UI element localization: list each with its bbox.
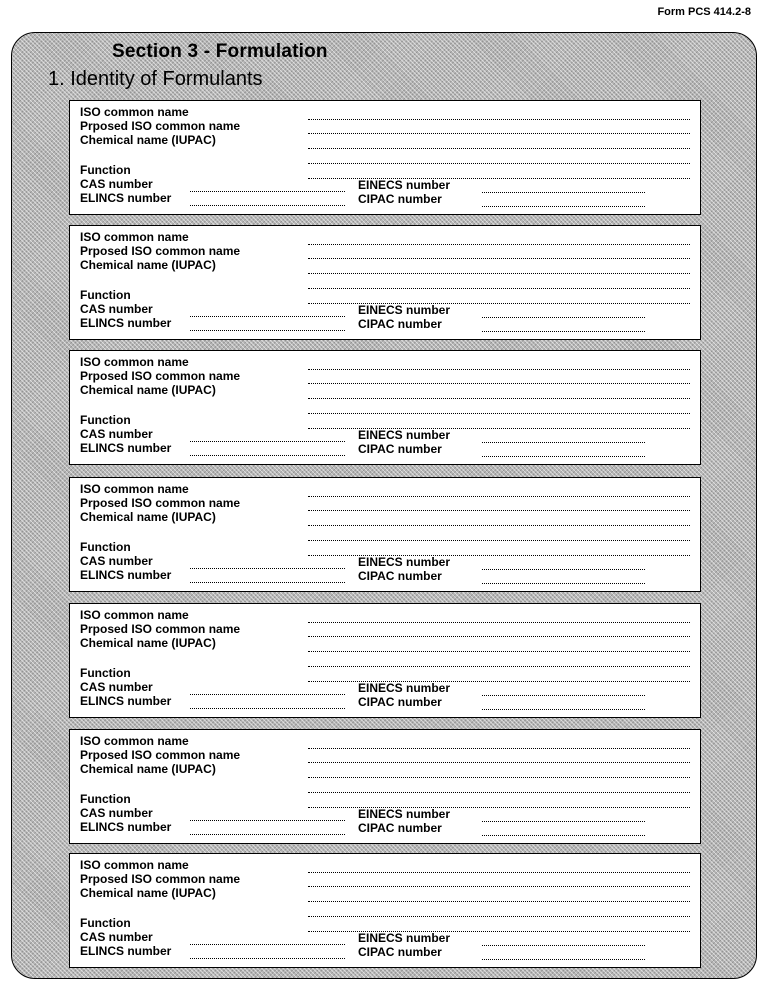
einecs-number-label: EINECS number: [358, 178, 451, 192]
elincs-number-label: ELINCS number: [80, 316, 172, 330]
fill-in-line[interactable]: [308, 510, 690, 511]
fill-in-line[interactable]: [482, 192, 645, 193]
fill-in-line[interactable]: [308, 496, 690, 497]
fill-in-line[interactable]: [482, 959, 645, 960]
subsection-title: 1. Identity of Formulants: [48, 68, 263, 90]
fill-in-line[interactable]: [308, 383, 690, 384]
fill-in-line[interactable]: [308, 807, 690, 808]
fill-in-line[interactable]: [308, 916, 690, 917]
fill-in-line[interactable]: [308, 636, 690, 637]
einecs-number-label: EINECS number: [358, 807, 451, 821]
fill-in-line[interactable]: [308, 681, 690, 682]
fill-in-line[interactable]: [308, 555, 690, 556]
formulant-entry: [69, 603, 701, 718]
elincs-number-label: ELINCS number: [80, 820, 172, 834]
einecs-number-label: EINECS number: [358, 303, 451, 317]
formulant-entry: [69, 477, 701, 592]
cas-number-label: CAS number: [80, 302, 153, 316]
iso-common-name-label: ISO common name: [80, 105, 189, 119]
fill-in-line[interactable]: [308, 398, 690, 399]
fill-in-line[interactable]: [308, 273, 690, 274]
elincs-number-label: ELINCS number: [80, 944, 172, 958]
function-label: Function: [80, 540, 131, 554]
cas-number-label: CAS number: [80, 930, 153, 944]
section-title: Section 3 - Formulation: [112, 41, 328, 62]
fill-in-line[interactable]: [308, 762, 690, 763]
elincs-number-label: ELINCS number: [80, 568, 172, 582]
form-id: Form PCS 414.2-8: [657, 6, 751, 18]
fill-in-line[interactable]: [482, 331, 645, 332]
elincs-number-label: ELINCS number: [80, 191, 172, 205]
fill-in-line[interactable]: [190, 834, 345, 835]
fill-in-line[interactable]: [308, 651, 690, 652]
fill-in-line[interactable]: [482, 945, 645, 946]
elincs-number-label: ELINCS number: [80, 694, 172, 708]
chemical-name-label: Chemical name (IUPAC): [80, 258, 216, 272]
chemical-name-label: Chemical name (IUPAC): [80, 383, 216, 397]
fill-in-line[interactable]: [482, 583, 645, 584]
fill-in-line[interactable]: [308, 258, 690, 259]
proposed-iso-common-name-label: Prposed ISO common name: [80, 622, 241, 636]
iso-common-name-label: ISO common name: [80, 734, 189, 748]
fill-in-line[interactable]: [190, 205, 345, 206]
einecs-number-label: EINECS number: [358, 428, 451, 442]
cipac-number-label: CIPAC number: [358, 569, 442, 583]
fill-in-line[interactable]: [308, 413, 690, 414]
einecs-number-label: EINECS number: [358, 555, 451, 569]
fill-in-line[interactable]: [308, 666, 690, 667]
formulant-entry: [69, 350, 701, 465]
cas-number-label: CAS number: [80, 554, 153, 568]
elincs-number-label: ELINCS number: [80, 441, 172, 455]
fill-in-line[interactable]: [308, 119, 690, 120]
fill-in-line[interactable]: [308, 163, 690, 164]
fill-in-line[interactable]: [190, 441, 345, 442]
cipac-number-label: CIPAC number: [358, 442, 442, 456]
cipac-number-label: CIPAC number: [358, 821, 442, 835]
fill-in-line[interactable]: [190, 958, 345, 959]
formulant-entry: [69, 729, 701, 844]
fill-in-line[interactable]: [308, 540, 690, 541]
fill-in-line[interactable]: [190, 330, 345, 331]
proposed-iso-common-name-label: Prposed ISO common name: [80, 748, 241, 762]
cipac-number-label: CIPAC number: [358, 192, 442, 206]
fill-in-line[interactable]: [482, 821, 645, 822]
fill-in-line[interactable]: [308, 133, 690, 134]
cas-number-label: CAS number: [80, 427, 153, 441]
fill-in-line[interactable]: [308, 901, 690, 902]
fill-in-line[interactable]: [190, 568, 345, 569]
fill-in-line[interactable]: [308, 931, 690, 932]
fill-in-line[interactable]: [308, 777, 690, 778]
cas-number-label: CAS number: [80, 177, 153, 191]
fill-in-line[interactable]: [482, 206, 645, 207]
function-label: Function: [80, 792, 131, 806]
fill-in-line[interactable]: [482, 709, 645, 710]
function-label: Function: [80, 163, 131, 177]
fill-in-line[interactable]: [482, 695, 645, 696]
fill-in-line[interactable]: [308, 872, 690, 873]
proposed-iso-common-name-label: Prposed ISO common name: [80, 496, 241, 510]
einecs-number-label: EINECS number: [358, 931, 451, 945]
function-label: Function: [80, 916, 131, 930]
fill-in-line[interactable]: [308, 792, 690, 793]
fill-in-line[interactable]: [190, 820, 345, 821]
cipac-number-label: CIPAC number: [358, 945, 442, 959]
function-label: Function: [80, 413, 131, 427]
fill-in-line[interactable]: [308, 178, 690, 179]
fill-in-line[interactable]: [308, 622, 690, 623]
fill-in-line[interactable]: [190, 694, 345, 695]
fill-in-line[interactable]: [308, 288, 690, 289]
formulant-entry: [69, 853, 701, 968]
formulant-entry: [69, 225, 701, 340]
fill-in-line[interactable]: [308, 748, 690, 749]
fill-in-line[interactable]: [190, 316, 345, 317]
fill-in-line[interactable]: [190, 708, 345, 709]
fill-in-line[interactable]: [482, 317, 645, 318]
einecs-number-label: EINECS number: [358, 681, 451, 695]
iso-common-name-label: ISO common name: [80, 608, 189, 622]
fill-in-line[interactable]: [308, 244, 690, 245]
chemical-name-label: Chemical name (IUPAC): [80, 133, 216, 147]
proposed-iso-common-name-label: Prposed ISO common name: [80, 872, 241, 886]
fill-in-line[interactable]: [190, 582, 345, 583]
chemical-name-label: Chemical name (IUPAC): [80, 510, 216, 524]
cas-number-label: CAS number: [80, 680, 153, 694]
chemical-name-label: Chemical name (IUPAC): [80, 886, 216, 900]
fill-in-line[interactable]: [482, 442, 645, 443]
fill-in-line[interactable]: [190, 455, 345, 456]
fill-in-line[interactable]: [482, 569, 645, 570]
fill-in-line[interactable]: [308, 428, 690, 429]
proposed-iso-common-name-label: Prposed ISO common name: [80, 244, 241, 258]
chemical-name-label: Chemical name (IUPAC): [80, 636, 216, 650]
fill-in-line[interactable]: [190, 191, 345, 192]
cipac-number-label: CIPAC number: [358, 317, 442, 331]
iso-common-name-label: ISO common name: [80, 858, 189, 872]
proposed-iso-common-name-label: Prposed ISO common name: [80, 119, 241, 133]
formulant-entry: [69, 100, 701, 215]
fill-in-line[interactable]: [308, 886, 690, 887]
iso-common-name-label: ISO common name: [80, 482, 189, 496]
function-label: Function: [80, 666, 131, 680]
cipac-number-label: CIPAC number: [358, 695, 442, 709]
iso-common-name-label: ISO common name: [80, 230, 189, 244]
fill-in-line[interactable]: [482, 835, 645, 836]
cas-number-label: CAS number: [80, 806, 153, 820]
fill-in-line[interactable]: [190, 944, 345, 945]
proposed-iso-common-name-label: Prposed ISO common name: [80, 369, 241, 383]
function-label: Function: [80, 288, 131, 302]
iso-common-name-label: ISO common name: [80, 355, 189, 369]
fill-in-line[interactable]: [308, 148, 690, 149]
fill-in-line[interactable]: [308, 525, 690, 526]
fill-in-line[interactable]: [482, 456, 645, 457]
fill-in-line[interactable]: [308, 303, 690, 304]
chemical-name-label: Chemical name (IUPAC): [80, 762, 216, 776]
fill-in-line[interactable]: [308, 369, 690, 370]
